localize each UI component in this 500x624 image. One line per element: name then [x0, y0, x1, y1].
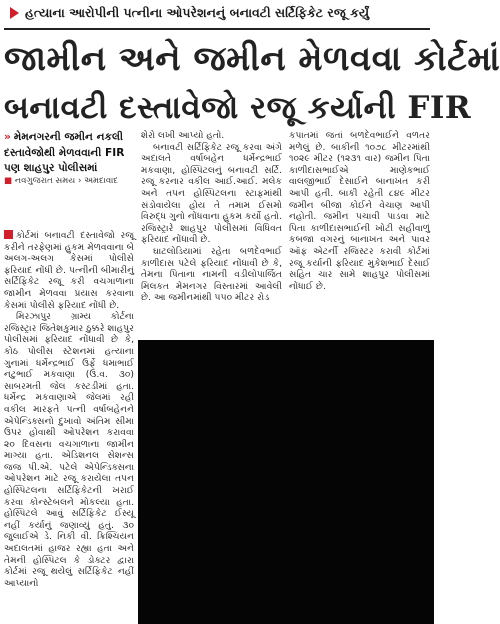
double-chevron-icon: » — [4, 131, 11, 143]
byline-sep: › — [77, 176, 82, 186]
byline-source: નવગુજરાત સમય — [14, 176, 76, 186]
kicker-line — [4, 2, 430, 24]
paragraph: મિરઝાપુર ગ્રામ્ય કોર્ટના રજિસ્ટ્રાર જિતેશકુમાર ઠુક્કરે શાહપુર પોલીસમાં ફરિયાદ નોંધાવી છે કે, કોઠ પોલીસ સ્ટેશનમાં હત્યાના ગુનામાં ધર્મેન્દ્રભાઈ ઉર્ફે ધમાભાઈ નટુભાઈ મકવાણા (ઉં.વ. ૩૦) સાબરમતી જેલ કસ્ટડીમાં હતા. ધર્મેન્દ્ર મકવાણાએ જેલમાં રહી વકીલ મારફતે પત્ની વર્ષાબહેનને એપેન્ડિક્સનો દુખાવો અંતિમ સીમા ઉપર હોવાથી ઓપરેશન કરાવવા ૨૦ દિવસના વચગાળાના જામીન માગ્યા હતા. એડિશનલ સેશન્સ જજ પી.એ. પટેલે એપેન્ડિક્સના ઓપરેશન માટે રજૂ કરાયેલા તપન હોસ્પિટલના સર્ટિફિકેટની ખરાઈ કરવા કોન્સ્ટેબલને મોકલ્યા હતા. હોસ્પિટલે આવું સર્ટિફિકેટ ઈસ્યૂ નહીં કર્યાનું જણાવ્યું હતું. ૩૦ જુલાઈએ ડે. નિકી વી. ક્રિશ્ચિયન અદાલતમાં હાજર રહ્યા હતા અને તેમની હોસ્પિટલ કે ડોક્ટર દ્વારા કોર્ટમાં રજૂ થયેલું સર્ટિફિકેટ નહીં આપ્યાનો — [4, 311, 134, 589]
bullet-icon: ■ — [4, 176, 13, 186]
paragraph: કપાતમાં જતાં બળદેવભાઈને વળતર મળેલું છે. બાકીની ૧૦૭૮ મીટરમાંથી ૧૦૨૯ મીટર (૧૨૩૧ વાર) જમીન પિતા કાળીદાસભાઈએ માણેકભાઈ વાલજીભાઈ દેસાઈને બાનાખત કરી આપી હતી. બાકી રહેતી ૮૪૯ મીટર જમીન બીજા કોઈને વેચાણ આપી નહોતી. જમીન પચાવી પાડવા માટે પિતા કાળીદાસભાઈની ખોટી સહીવાળું કબજા વગરનું બાનાખત અને પાવર ઑફ એટર્ની રજિસ્ટર કરાવી કોર્ટમાં રજૂ કર્યાની ફરિયાદ મુકેશભાઈ દેસાઈ સહિત ચાર સામે શાહપુર પોલીસમાં નોંધાઈ છે. — [289, 130, 430, 292]
redacted-block — [138, 340, 434, 624]
paragraph — [4, 230, 134, 311]
headline-line-2: બનાવટી દસ્તાવેજો રજૂ કર્યાની FIR — [4, 90, 472, 126]
paragraph: શેરો લખી આપ્યો હતો. — [141, 130, 225, 141]
body-column-2 — [141, 130, 282, 345]
subheadline-text: મેમનગરની જમીન નકલી દસ્તાવેજોથી મેળવવાની FIR પણ શાહપુર પોલીસમાં — [4, 131, 125, 174]
red-square-icon — [4, 230, 13, 239]
byline-city: અમદાવાદ — [84, 176, 119, 186]
paragraph: બનાવટી સર્ટિફિકેટ રજૂ કરવા અંગે અદાલતે વર્ષાબહેન ધર્મેન્દ્રભાઈ મકવાણા, હોસ્પિટલનું બનાવટી સર્ટિ. રજૂ કરનાર વકીલ આઈ.આઈ. મલેક અને તપન હોસ્પિટલના સ્ટાફમાંથી સંડોવાયેલા હોય તે તમામ ઈસમો વિરુદ્ધ ગુનો નોંધવાના હુકમ કર્યો હતો. રજિસ્ટ્રારે શાહપુર પોલીસમાં વિધિવત ફરિયાદ નોંધાવી છે. — [141, 141, 282, 246]
paragraph: ઘાટલોડિયામાં રહેતા બળદેવભાઈ કાળીદાસ પટેલે ફરિયાદ નોંધાવી છે કે, તેમના પિતાના નામની વડીલોપાર્જિત મિલકત મેમનગર વિસ્તારમાં આવેલી છે. આ જમીનમાંથી ૫૫૦ મીટર રોડ — [141, 245, 282, 304]
subheadline — [4, 130, 133, 212]
body-column-1 — [4, 230, 134, 620]
kicker-text: હત્યાના આરોપીની પત્નીના ઓપરેશનનું બનાવટી સર્ટિફિકેટ રજૂ કર્યું — [25, 5, 370, 20]
top-rule — [4, 28, 430, 30]
paragraph-text: કોર્ટમાં બનાવટી દસ્તાવેજો રજૂ કરીને તરફેણમાં હુકમ મેળવવાના બે અલગ-અલગ કેસમાં પોલીસે ફરિયાદ નોંધી છે. પત્નીની બીમારીનું સર્ટિફિકેટ રજૂ કરી વચગાળાના જામીન મેળવવા પ્રયાસ કરવાના કેસમાં પોલીસે ફરિયાદ નોંધી છે. — [4, 230, 134, 311]
byline — [4, 174, 133, 188]
headline-line-1: જામીન અને જમીન મેળવવા કોર્ટમાં — [4, 39, 500, 79]
body-column-3 — [289, 130, 430, 345]
triangle-bullet-icon — [10, 7, 19, 19]
